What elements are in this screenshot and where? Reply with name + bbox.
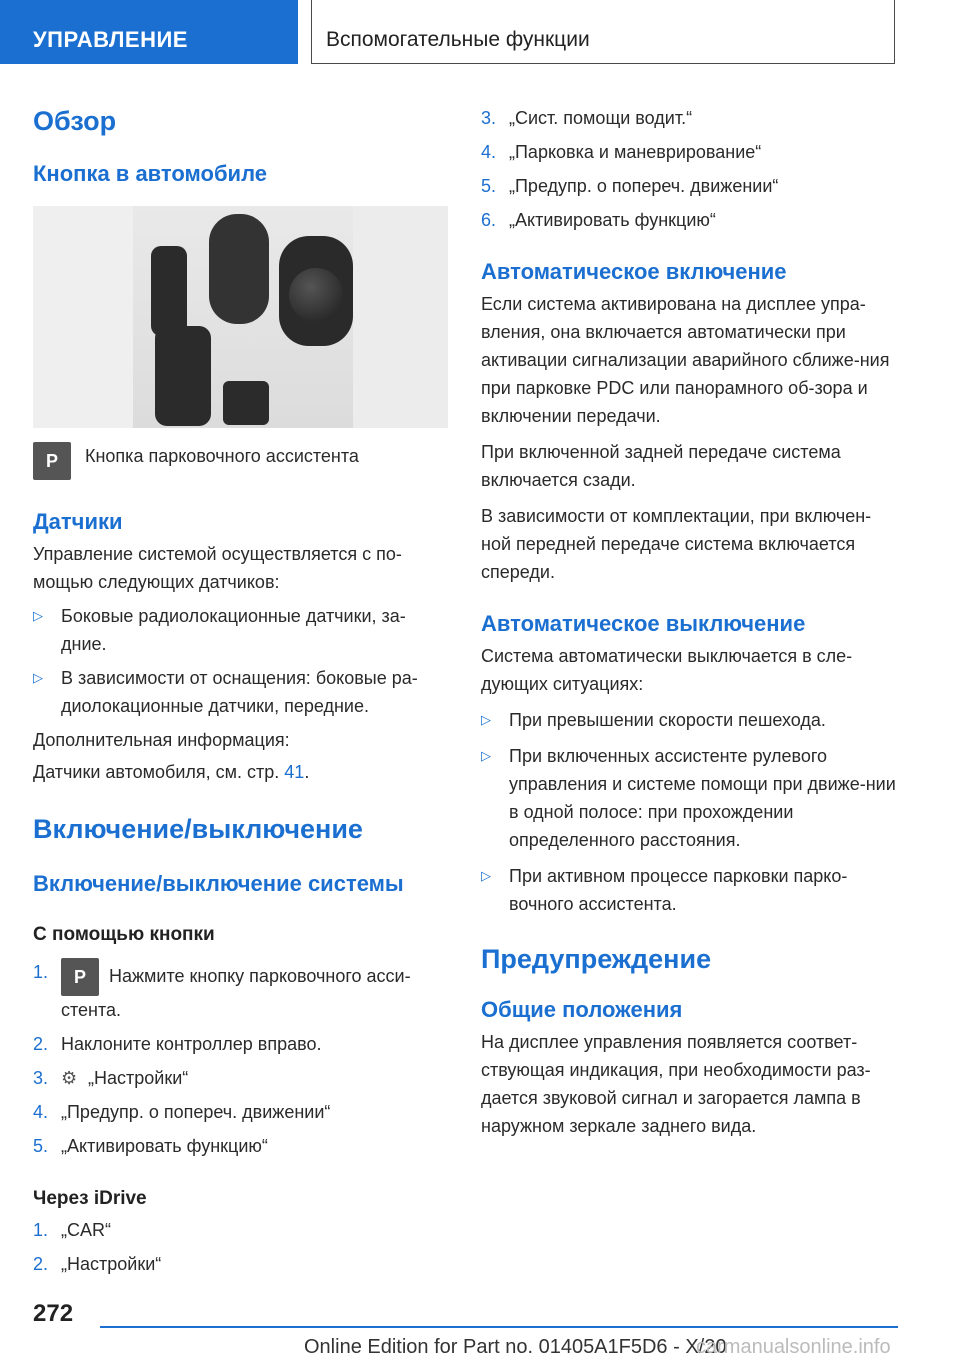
gear-icon: ⚙ (61, 1068, 78, 1088)
step-item (481, 138, 899, 166)
heading-auto-off: Автоматическое выключение (481, 611, 806, 636)
step-number: 5. (33, 1136, 49, 1156)
heading-warning: Предупреждение (481, 944, 712, 974)
heading-via-button: С помощью кнопки (33, 924, 215, 945)
step-number: 5. (481, 176, 497, 196)
parking-icon-letter: P (45, 450, 58, 471)
step-text: „Настройки“ (61, 1254, 162, 1274)
auto-off-intro: Система автоматически выключается в сле-дующих ситуациях: (481, 646, 853, 694)
heading-via-idrive: Через iDrive (33, 1188, 147, 1209)
extra-info-label: Дополнительная информация: (33, 730, 290, 750)
step-number: 3. (481, 108, 497, 128)
heading-auto-on: Автоматическое включение (481, 259, 787, 284)
parking-icon-letter: P (73, 967, 86, 987)
bullet-triangle-icon: ▷ (481, 748, 491, 763)
step-text: „Предупр. о попереч. движении“ (61, 1102, 331, 1122)
section-title: УПРАВЛЕНИЕ (33, 27, 188, 52)
heading-overview: Обзор (33, 106, 117, 136)
left-column (33, 100, 451, 1278)
step-item (33, 1064, 451, 1092)
step-item (33, 958, 451, 1024)
step-number: 1. (33, 962, 49, 982)
step-item (33, 1216, 451, 1244)
step-item (481, 172, 899, 200)
chapter-tab (311, 0, 895, 64)
step-text: „Активировать функцию“ (61, 1136, 268, 1156)
list-item-text: При превышении скорости пешехода. (509, 710, 826, 730)
list-item-text: При активном процессе парковки парко-вочного ассистента. (509, 866, 848, 914)
watermark: carmanualsonline.info (696, 1336, 891, 1358)
heading-on-off: Включение/выключение (33, 814, 363, 844)
step-text: „Активировать функцию“ (509, 210, 716, 230)
step-label: „Настройки“ (88, 1068, 189, 1088)
button-caption: Кнопка парковочного ассистента (85, 446, 359, 466)
step-item (33, 1132, 451, 1160)
right-column (481, 100, 899, 1140)
heading-button-in-car: Кнопка в автомобиле (33, 161, 267, 186)
bullet-triangle-icon: ▷ (481, 868, 491, 883)
chapter-title: Вспомогательные функции (326, 28, 590, 51)
list-item (33, 664, 451, 720)
page-number: 272 (33, 1300, 74, 1327)
step-label: Нажмите кнопку парковочного асси-стента. (61, 965, 411, 1020)
list-item (481, 742, 899, 854)
step-number: 2. (33, 1254, 49, 1274)
step-number: 4. (481, 142, 497, 162)
list-item (33, 602, 451, 658)
list-item-text: При включенных ассистенте рулевого управления и системе помощи при движе-нии в одной полосе: при прохождении определенного расстояния. (509, 746, 896, 850)
list-item-text: В зависимости от оснащения: боковые ра-диолокационные датчики, передние. (61, 668, 418, 716)
general-paragraph: На дисплее управления появляется соответ-ствующая индикация, при необходимости раз-дается звуковой сигнал и загорается лампа в наружном зеркале заднего вида. (481, 1032, 871, 1136)
list-item-text: Боковые радиолокационные датчики, за-дние. (61, 606, 406, 654)
step-text (61, 958, 451, 1024)
sensors-ref-end: . (304, 762, 310, 782)
auto-on-paragraph: В зависимости от комплектации, при включен-ной передней передаче система включается спереди. (481, 506, 872, 582)
console-photo (33, 206, 448, 428)
step-text: „Сист. помощи водит.“ (509, 108, 693, 128)
heading-on-off-system: Включение/выключение системы (33, 871, 404, 896)
bullet-triangle-icon: ▷ (481, 712, 491, 727)
bullet-triangle-icon: ▷ (33, 670, 43, 685)
step-item (33, 1030, 451, 1058)
sensors-reference (33, 758, 451, 786)
sensors-intro: Управление системой осуществляется с по-мощью следующих датчиков: (33, 544, 402, 592)
sensors-ref-text: Датчики автомобиля, см. стр. (33, 762, 280, 782)
step-number: 2. (33, 1034, 49, 1054)
step-number: 3. (33, 1068, 49, 1088)
page-link[interactable]: 41 (284, 762, 305, 782)
step-text: „Парковка и маневрирование“ (509, 142, 762, 162)
step-number: 4. (33, 1102, 49, 1122)
section-tab (0, 0, 298, 64)
step-item (33, 1098, 451, 1126)
list-item (481, 706, 899, 734)
step-text: „CAR“ (61, 1220, 111, 1240)
step-text: „Предупр. о попереч. движении“ (509, 176, 779, 196)
step-text: Наклоните контроллер вправо. (61, 1034, 322, 1054)
step-item (481, 206, 899, 234)
step-number: 1. (33, 1220, 49, 1240)
heading-sensors: Датчики (33, 509, 123, 534)
parking-assistant-icon (33, 442, 71, 480)
footer-divider (100, 1326, 898, 1328)
list-item (481, 862, 899, 918)
step-text (61, 1064, 188, 1092)
bullet-triangle-icon: ▷ (33, 608, 43, 623)
heading-general: Общие положения (481, 997, 683, 1022)
parking-assistant-icon (61, 958, 99, 996)
auto-on-paragraph: Если система активирована на дисплее упра-вления, она включается автоматически при активации сигнализации аварийного сближе-ния при парковке PDC или панорамного об-зора и включении передачи. (481, 294, 890, 426)
edition-text: Online Edition for Part no. 01405A1F5D6 - X/20 (304, 1336, 727, 1358)
step-item (481, 104, 899, 132)
auto-on-paragraph: При включенной задней передаче система включается сзади. (481, 442, 841, 490)
step-number: 6. (481, 210, 497, 230)
step-item (33, 1250, 451, 1278)
